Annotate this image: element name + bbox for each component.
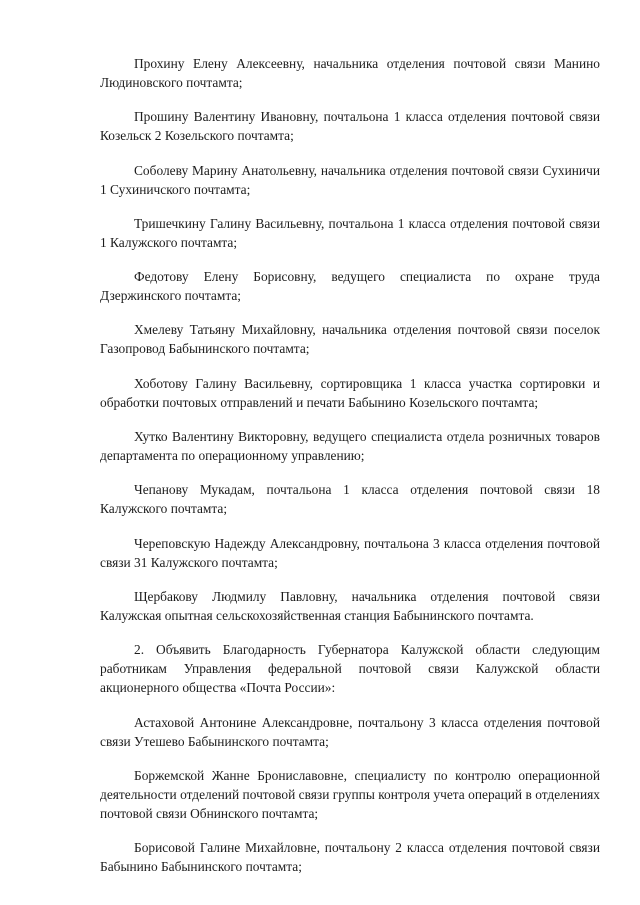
paragraph-item-2-gratitude: 2. Объявить Благодарность Губернатора Калужской области следующим работникам Управления федеральной почтовой связи Калужской области акционерного общества «Почта России»: <box>100 642 600 696</box>
paragraph-chepanova: Чепанову Мукадам, почтальона 1 класса отделения почтовой связи 18 Калужского почтамта; <box>100 482 600 517</box>
paragraph-borisova: Борисовой Галине Михайловне, почтальону 2 класса отделения почтовой связи Бабынино Бабынинского почтамта; <box>100 840 600 875</box>
paragraph-khmeleva: Хмелеву Татьяну Михайловну, начальника отделения почтовой связи поселок Газопровод Бабынинского почтамта; <box>100 322 600 357</box>
paragraph-khutko: Хутко Валентину Викторовну, ведущего специалиста отдела розничных товаров департамента по операционному управлению; <box>100 429 600 464</box>
paragraph-prokhina: Прохину Елену Алексеевну, начальника отделения почтовой связи Манино Людиновского почтамта; <box>100 56 600 90</box>
paragraph-astakhova: Астаховой Антонине Александровне, почтальону 3 класса отделения почтовой связи Утешево Бабынинского почтамта; <box>100 714 600 749</box>
paragraph-fedotova: Федотову Елену Борисовну, ведущего специалиста по охране труда Дзержинского почтамта; <box>100 269 600 304</box>
paragraph-shcherbakova: Щербакову Людмилу Павловну, начальника отделения почтовой связи Калужская опытная сельскохозяйственная станция Бабынинского почтамта. <box>100 588 600 623</box>
paragraph-cherepovskaya: Череповскую Надежду Александровну, почтальона 3 класса отделения почтовой связи 31 Калужского почтамта; <box>100 535 600 570</box>
document-body <box>100 54 600 891</box>
paragraph-proshina: Прошину Валентину Ивановну, почтальона 1 класса отделения почтовой связи Козельск 2 Козельского почтамта; <box>100 109 600 144</box>
paragraph-soboleva: Соболеву Марину Анатольевну, начальника отделения почтовой связи Сухиничи 1 Сухиничского почтамта; <box>100 162 600 197</box>
paragraph-khobotova: Хоботову Галину Васильевну, сортировщика 1 класса участка сортировки и обработки почтовых отправлений и печати Бабынино Козельского почтамта; <box>100 375 600 410</box>
paragraph-borzhemskaya: Боржемской Жанне Брониславовне, специалисту по контролю операционной деятельности отделений почтовой связи группы контроля учета операций в отделениях почтовой связи Обнинского почтамта; <box>100 767 600 821</box>
paragraph-trishechkina: Тришечкину Галину Васильевну, почтальона 1 класса отделения почтовой связи 1 Калужского почтамта; <box>100 215 600 250</box>
